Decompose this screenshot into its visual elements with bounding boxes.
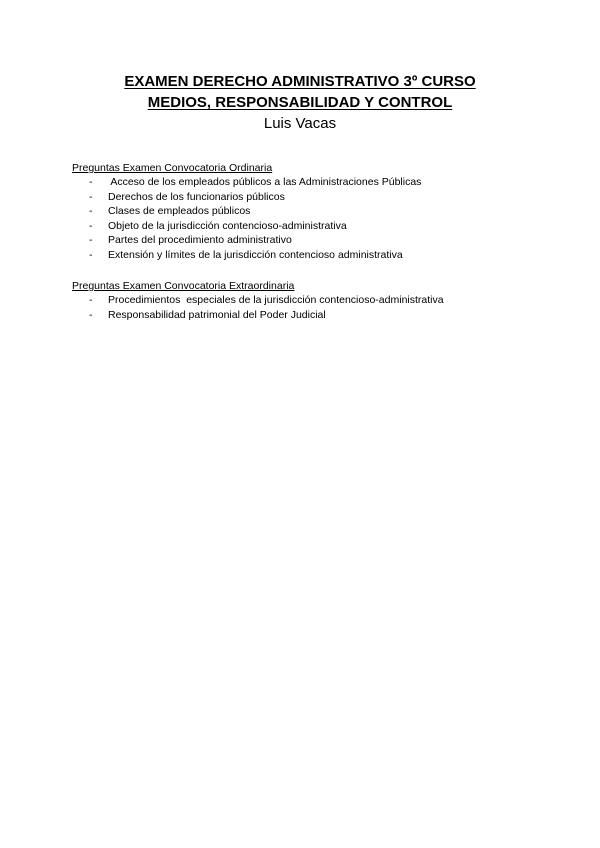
list-item (72, 233, 532, 248)
question-text: Acceso de los empleados públicos a las Administraciones Públicas (108, 176, 422, 188)
question-text: Responsabilidad patrimonial del Poder Judicial (108, 308, 326, 321)
section-heading: Preguntas Examen Convocatoria Extraordinaria (72, 280, 295, 292)
question-text: Derechos de los funcionarios públicos (108, 190, 285, 203)
list-item (72, 190, 532, 205)
list-item (72, 308, 532, 323)
bullet-dash: - (89, 205, 93, 218)
list-item (72, 175, 532, 190)
question-text: Objeto de la jurisdicción contencioso-administrativa (108, 219, 347, 232)
question-text: Clases de empleados públicos (108, 205, 251, 218)
section-ordinaria (72, 161, 532, 263)
document-title-line-1: EXAMEN DERECHO ADMINISTRATIVO 3º CURSO (124, 73, 476, 90)
bullet-dash: - (89, 294, 93, 306)
question-list (72, 175, 532, 263)
bullet-dash: - (89, 308, 93, 321)
bullet-dash: - (89, 190, 93, 203)
document-author: Luis Vacas (263, 115, 337, 132)
section-heading: Preguntas Examen Convocatoria Ordinaria (72, 162, 273, 174)
question-text: Extensión y límites de la jurisdicción contencioso administrativa (108, 248, 403, 261)
list-item (72, 204, 532, 219)
bullet-dash: - (89, 219, 93, 232)
list-item (72, 219, 532, 234)
document-title-line-2: MEDIOS, RESPONSABILIDAD Y CONTROL (147, 94, 453, 111)
bullet-dash: - (89, 176, 93, 188)
question-text: Partes del procedimiento administrativo (108, 234, 292, 247)
section-extraordinaria (72, 279, 532, 322)
bullet-dash: - (89, 234, 93, 247)
list-item (72, 248, 532, 263)
bullet-dash: - (89, 248, 93, 261)
document-header (0, 71, 600, 134)
question-text: Procedimientos especiales de la jurisdicción contencioso-administrativa (108, 294, 444, 306)
list-item (72, 293, 532, 308)
question-list (72, 293, 532, 322)
